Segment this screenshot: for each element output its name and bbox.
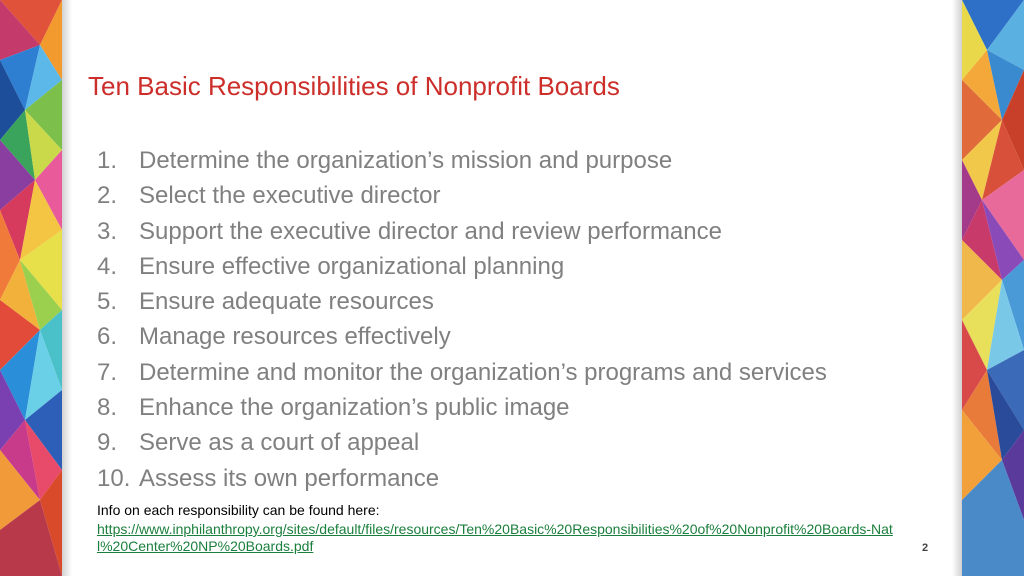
list-item <box>97 390 827 425</box>
list-item-number: 8. <box>97 394 118 422</box>
list-item <box>97 425 827 460</box>
page-number: 2 <box>922 542 929 554</box>
geometric-pattern-right <box>962 0 1024 576</box>
list-item-number: 10. <box>97 464 131 492</box>
list-item-number: 7. <box>97 358 118 386</box>
list-item-text: Enhance the organization’s public image <box>139 394 570 422</box>
border-shadow-left <box>62 0 72 576</box>
list-item-number: 1. <box>97 147 118 174</box>
list-item-text: Select the executive director <box>139 182 441 210</box>
geometric-pattern-left <box>0 0 62 576</box>
list-item-number: 4. <box>97 252 118 280</box>
list-item <box>97 178 827 213</box>
footer-note: Info on each responsibility can be found here: <box>97 502 380 518</box>
list-item-text: Ensure adequate resources <box>139 288 434 316</box>
border-shadow-right <box>952 0 962 576</box>
list-item-text: Determine and monitor the organization’s programs and services <box>139 358 827 386</box>
decorative-border-right <box>962 0 1024 576</box>
list-item-number: 2. <box>97 182 118 210</box>
list-item-text: Ensure effective organizational planning <box>139 252 565 280</box>
list-item <box>97 355 827 390</box>
list-item-text: Serve as a court of appeal <box>139 429 420 457</box>
responsibilities-list <box>97 143 827 496</box>
list-item-number: 6. <box>97 323 118 351</box>
list-item-number: 5. <box>97 288 118 316</box>
list-item-number: 9. <box>97 429 118 457</box>
list-item <box>97 214 827 249</box>
list-item <box>97 143 827 178</box>
slide-title: Ten Basic Responsibilities of Nonprofit Boards <box>88 71 620 101</box>
list-item <box>97 284 827 319</box>
list-item <box>97 249 827 284</box>
list-item-text: Manage resources effectively <box>139 323 451 351</box>
source-link[interactable]: https://www.inphilanthropy.org/sites/default/files/resources/Ten%20Basic%20Responsibilities%20of%20Nonprofit%20Boards-Natl%20Center%20NP%20Boards.pdf <box>97 521 893 554</box>
list-item-text: Assess its own performance <box>139 464 440 492</box>
list-item-text: Determine the organization’s mission and purpose <box>139 147 673 174</box>
list-item-number: 3. <box>97 217 118 245</box>
list-item-text: Support the executive director and review performance <box>139 217 722 245</box>
decorative-border-left <box>0 0 62 576</box>
list-item <box>97 461 827 496</box>
list-item <box>97 319 827 354</box>
